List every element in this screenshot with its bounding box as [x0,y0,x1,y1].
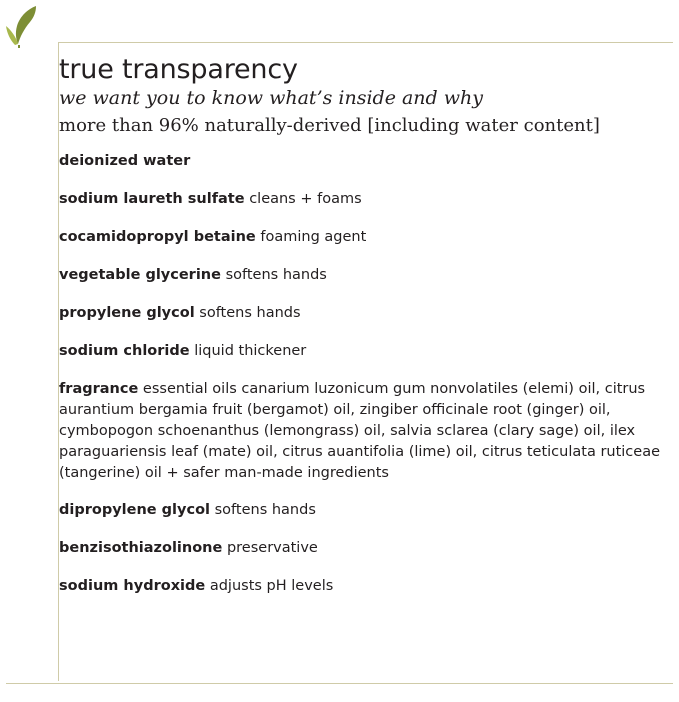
content-column [59,48,665,614]
list-item [59,189,665,210]
ingredient-desc: liquid thickener [194,343,307,360]
list-item [59,538,665,559]
list-item [59,227,665,248]
ingredient-name: sodium hydroxide [59,578,206,595]
list-item [59,303,665,324]
natural-claim: more than 96% naturally-derived [including water content] [59,114,600,136]
list-item [59,151,665,172]
ingredient-name: fragrance [59,381,139,398]
ingredient-desc: softens hands [225,267,327,284]
top-divider [58,42,673,43]
ingredient-desc: adjusts pH levels [209,578,334,595]
list-item [59,576,665,597]
list-item [59,341,665,362]
ingredient-desc: softens hands [199,305,301,322]
ingredient-desc: softens hands [214,502,316,519]
page-title: true transparency [59,54,298,85]
ingredient-name: vegetable glycerine [59,267,221,284]
ingredient-desc: preservative [226,540,318,557]
ingredient-name: cocamidopropyl betaine [59,229,256,246]
ingredient-desc: foaming agent [260,229,367,246]
page-subtitle: we want you to know what’s inside and why [59,87,483,110]
leaf-icon [6,4,54,48]
ingredient-name: dipropylene glycol [59,502,211,519]
ingredient-desc: cleans + foams [249,191,362,208]
list-item [59,379,665,484]
list-item [59,500,665,521]
ingredient-name: propylene glycol [59,305,195,322]
bottom-divider [6,683,673,684]
ingredient-name: sodium laureth sulfate [59,191,245,208]
list-item [59,265,665,286]
ingredient-name: deionized water [59,153,191,170]
ingredient-desc: essential oils canarium luzonicum gum nonvolatiles (elemi) oil, citrus aurantium bergamia fruit (bergamot) oil, zingiber officinale root (ginger) oil, cymbopogon schoenanthus (lemongrass) oil, salvia sclarea (clary sage) oil, ilex paraguariensis leaf (mate) oil, citrus auantifolia (lime) oil, citrus teticulata ruticeae (tangerine) oil + safer man-made ingredients [59,381,661,482]
ingredient-name: benzisothiazolinone [59,540,223,557]
ingredient-name: sodium chloride [59,343,190,360]
